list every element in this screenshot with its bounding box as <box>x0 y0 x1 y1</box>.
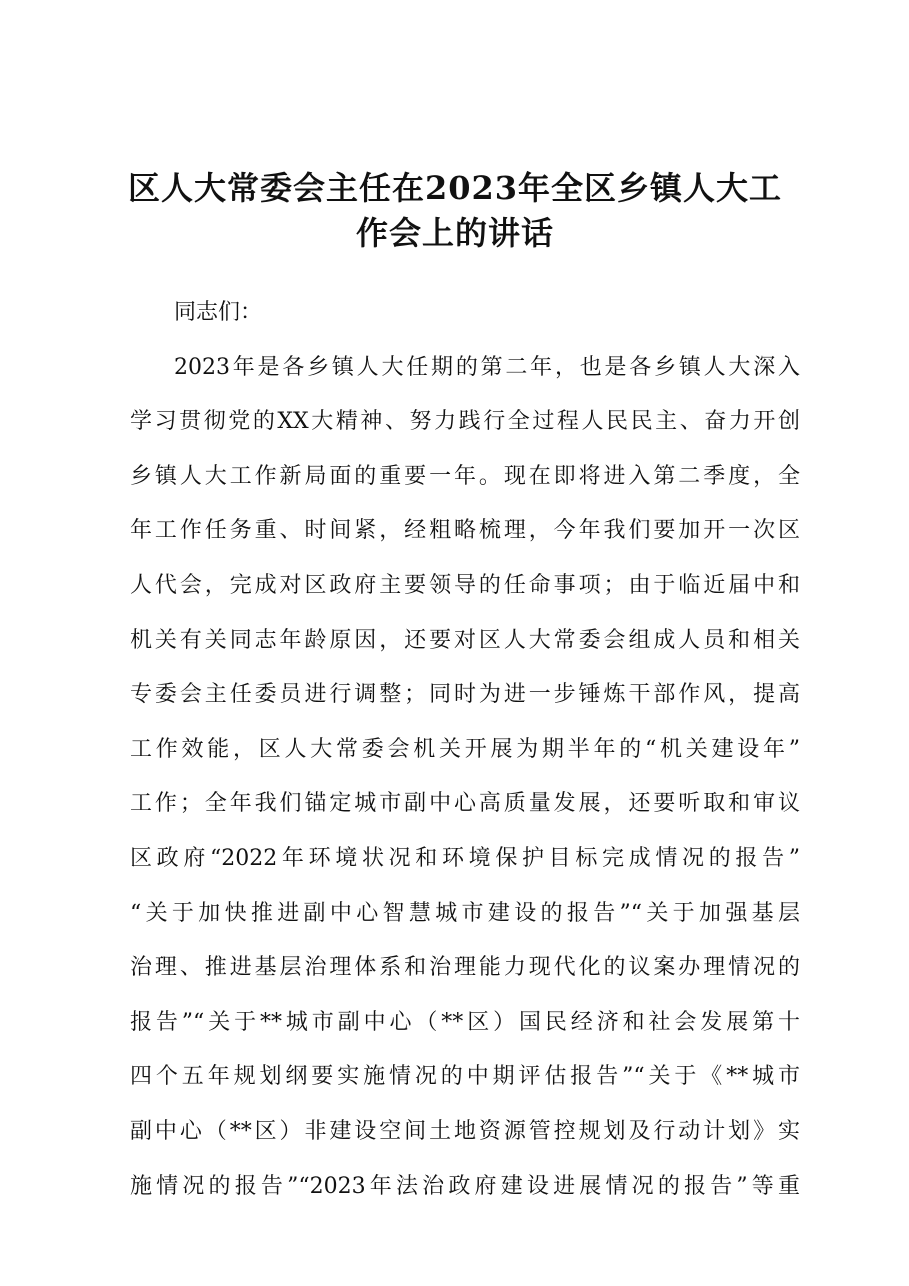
paragraph-line: 四个五年规划纲要实施情况的中期评估报告”“关于《**城市 <box>130 1064 800 1090</box>
paragraph-line: 学习贯彻党的XX大精神、努力践行全过程人民民主、奋力开创 <box>130 409 800 435</box>
paragraph-line: 人代会，完成对区政府主要领导的任命事项；由于临近届中和 <box>130 572 800 598</box>
document-body <box>130 296 800 1224</box>
document-title <box>120 166 790 256</box>
salutation: 同志们： <box>174 300 263 325</box>
paragraph-line: 施情况的报告”“2023年法治政府建设进展情况的报告”等重 <box>130 1173 800 1199</box>
paragraph-line: 区政府“2022年环境状况和环境保护目标完成情况的报告” <box>130 845 800 871</box>
paragraph-line: 副中心（**区）非建设空间土地资源管控规划及行动计划》实 <box>130 1118 800 1144</box>
paragraph-line: 治理、推进基层治理体系和治理能力现代化的议案办理情况的 <box>130 955 800 981</box>
title-line-2: 作会上的讲话 <box>355 214 554 252</box>
paragraph-line: 年工作任务重、时间紧，经粗略梳理，今年我们要加开一次区 <box>130 518 800 544</box>
paragraph-line: 2023年是各乡镇人大任期的第二年，也是各乡镇人大深入 <box>174 354 800 380</box>
paragraph-line: 专委会主任委员进行调整；同时为进一步锤炼干部作风，提高 <box>130 682 800 708</box>
paragraph-line: 乡镇人大工作新局面的重要一年。现在即将进入第二季度，全 <box>130 463 800 489</box>
paragraph-line: 工作效能，区人大常委会机关开展为期半年的“机关建设年” <box>130 736 800 762</box>
paragraph-line: 报告”“关于**城市副中心（**区）国民经济和社会发展第十 <box>130 1009 800 1035</box>
title-line-1: 区人大常委会主任在2023年全区乡镇人大工 <box>127 169 783 207</box>
paragraph-line: “关于加快推进副中心智慧城市建设的报告”“关于加强基层 <box>130 900 800 926</box>
paragraph-line: 机关有关同志年龄原因，还要对区人大常委会组成人员和相关 <box>130 627 800 653</box>
paragraph-line: 工作；全年我们锚定城市副中心高质量发展，还要听取和审议 <box>130 791 800 817</box>
